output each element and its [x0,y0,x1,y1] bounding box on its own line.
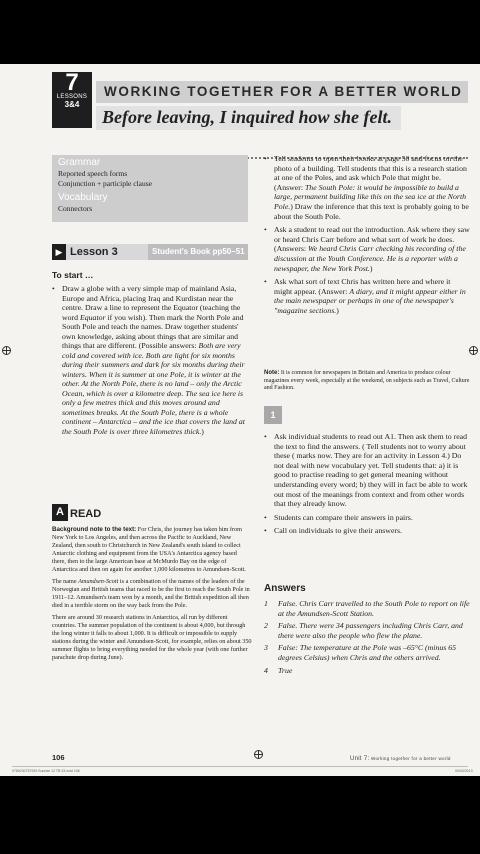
list-item: • Ask a student to read out the introduction. Ask where they saw or heard Chris Carr before and what sort of work he does. (Answers: We heard Chris Carr checking his recording of the discussion at the Youth Conference. He is a reporter with a newspaper, the New York Post.) [264,225,470,273]
page-number: 106 [52,753,65,762]
right-column-bottom [264,432,470,540]
bullet-icon: • [52,284,55,293]
read-letter: A [52,504,68,521]
list-item: • Ask individual students to read out A1. Then ask them to read the text to find the answers. ( Tell students not to worry about these ( marks now. They are for an activity in Lesson 4.) Do not deal with new vocabulary yet. Tell students that: a) it is good to practise reading to get general meaning without understanding every word; b) they will in fact be able to work out most of the meanings from context and from other words that they already know. [264,432,468,509]
right-column-top [264,154,470,320]
grammar-item: Conjunction + participle clause [58,178,152,188]
vocabulary-heading: Vocabulary [58,192,108,203]
lesson3-bar [52,244,248,260]
answers-list [264,599,470,678]
lessons-label: LESSONS [56,94,88,100]
list-item: • Tell students to open their books at page 50 and focus on the photo of a building. Tell students that this is a research station at one of the Poles, and ask which Pole that might be. (Answer: The South Pole: it would be impossible to build a large, permanent building like this on the sea ice at the North Pole.) Draw the inference that this text is probably going to be about the South Pole. [264,154,469,221]
date-info: 05/03/2013 [455,769,473,773]
answer-item: 4 True [264,665,293,675]
lessons-range: 3&4 [64,100,80,109]
newspaper-note: Note: It is common for newspapers in Britain and America to produce colour magazines every week, especially at the weekend, on subjects such as Travel, Culture and Fashion. [264,370,470,392]
grammar-heading: Grammar [58,157,101,168]
registration-mark-icon [469,346,478,355]
vocabulary-item: Connectors [58,204,93,213]
list-item: • Students can compare their answers in pairs. [264,512,413,522]
file-info: 9780230757929 Sunrise 12 TB 03.indd 106 [12,769,80,773]
textbook-page [0,64,480,776]
running-footer: Unit 7: Working together for a better world [350,756,451,762]
answer-item: 3 False: The temperature at the Pole was –65°C (minus 65 degrees Celsius) when Chris and the others arrived. [264,643,457,662]
list-item: • Call on individuals to give their answers. [264,526,402,536]
answer-item: 2 False. There were 34 passengers including Chris Carr, and there were also the people who flew the plane. [264,621,463,640]
answers-heading: Answers [264,583,306,594]
registration-mark-icon [2,346,11,355]
unit-number: 7 [65,69,79,96]
to-start-paragraph: • Draw a globe with a very simple map of mainland Asia, Europe and Africa, placing Iraq and Kurdistan near the centre. Draw a line to represent the Equator (teaching the word Equator if you wish). Then mark the North Pole and South Pole and teach the names. Draw together students' own knowledge, asking about things that are similar and things that are different. (Possible answers: Both are very cold and covered with ice. Both are light for six months during their summers and dark for six months during their winters. When it is summer at one Pole, it is winter at the other. At the North Pole, there is no land – only the Arctic Ocean, which is over a kilometre deep. The sea ice here is only a few metres thick and this moves around and sometimes breaks. At the South Pole, there is a whole continent – Antarctica – and the ice that covers the land at the South Pole is over three kilometres thick.) [52,284,245,436]
lesson-badge [52,69,92,128]
lesson-title: Before leaving, I inquired how she felt. [96,106,401,130]
answer-item: 1 False. Chris Carr travelled to the South Pole to report on life at the Amundsen-Scott Station. [264,599,470,618]
unit-title: WORKING TOGETHER FOR A BETTER WORLD [96,81,468,103]
triangle-right-icon: ▶ [52,244,66,260]
list-item: • Ask what sort of text Chris has written here and where it might appear. (Answer: A diary, and it might appear either in the main newspaper or perhaps in one of the newspaper's "magazine sections.) [264,277,466,315]
grammar-item: Reported speech forms [58,169,128,178]
grammar-box [52,155,248,222]
lesson3-label: Lesson 3 [70,246,118,258]
read-title: READ [70,508,102,520]
footer-divider [12,766,468,767]
read-section-bar [52,504,101,521]
exercise-number-box: 1 [264,406,282,424]
registration-mark-icon [254,750,263,759]
background-note: Background note to the text: For Chris, the journey has taken him from New York to Los Angeles, and then across the Pacific to Auckland, New Zealand, then south to Christchurch in New Zealand's south island to collect Antarctic clothing and equipment from the USA's Antarctica agency based there, then to the large American base at McMurdo Bay on the edge of Antarctica and then on again for another 1,000 kilometres to Amundsen-Scott. The name Amundsen-Scott is a combination of the names of the leaders of the Norwegian and British teams that raced to be the first to reach the South Pole in 1911–12. Amundsen's team won by a month, and the British expedition all then died in a terrible storm on the way back from the Pole. There are around 30 research stations in Antarctica, all run by different countries. The summer population of the continent is about 4,000, but through the long winter it falls to about 1,000. It is difficult or impossible to supply stations during the winter and Amundsen-Scott, for example, relies on about 350 summer flights to bring everything needed for the whole year (with one further parachute drop during June). [52,526,252,661]
students-book-ref: Student's Book pp50–51 [148,244,248,260]
to-start-heading: To start … [52,270,94,280]
